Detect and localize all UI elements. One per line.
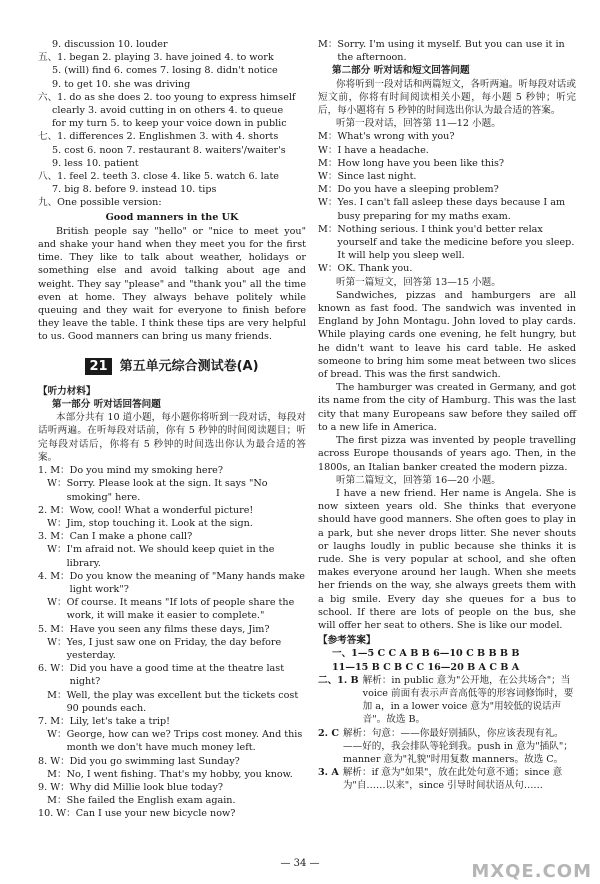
passage1-paragraph: The first pizza was invented by people travelling across Europe thousands of years ago. Then, in the 1800s, an Italian banker created the modern pizza. — [318, 435, 576, 473]
answer-row: 9. less 10. patient — [52, 157, 139, 169]
speaker-label: M： — [38, 795, 67, 807]
dialog-line — [318, 144, 576, 157]
dialog-line — [38, 768, 306, 781]
passage1 — [318, 289, 576, 474]
dialog-text: Do you mind my smoking here? — [69, 465, 223, 477]
explanation-text: 解析：in public 意为"公开地，在公共场合"；当 voice 前面有表示声音高低等的形容词修饰时，要加 a，in a lower voice 意为"用较低的说话声音"。故选 B。 — [362, 674, 574, 726]
left-column — [38, 38, 306, 821]
dialog2-list — [318, 130, 576, 275]
part1-title: 第一部分 听对话回答问题 — [52, 399, 161, 411]
dialog-line — [38, 543, 306, 569]
speaker-label: 8. W： — [38, 755, 70, 767]
top-dialog — [318, 38, 576, 64]
answer-row: 9. to get 10. she was driving — [52, 78, 191, 90]
speaker-label: M： — [318, 223, 338, 235]
answer-row: 八、1. feel 2. teeth 3. close 4. like 5. watch 6. late — [38, 171, 279, 183]
dialog-line — [38, 477, 306, 503]
dialog-text: Why did Millie look blue today? — [69, 781, 224, 793]
speaker-label: 5. M： — [38, 623, 70, 635]
passage2: I have a new friend. Her name is Angela. She is now sixteen years old. She thinks that everyone should have good manners. She often goes to play in a park, but she never drops litter. She never shouts or laughs loudly in public because she thinks it is rude. She is very popular at school, and she often makes everyone around her laugh. When she meets her friends on the way, she always greets them with a big smile. Every day she queues for a bus to school. If there are lots of people on the bus, she will offer her seat to others. She is like our model. — [318, 487, 576, 631]
dialog-line — [38, 689, 306, 715]
dialog-line — [318, 38, 576, 64]
dialog-line — [318, 157, 576, 170]
speaker-label: W： — [38, 636, 67, 648]
answer-row: 7. big 8. before 9. instead 10. tips — [52, 184, 217, 196]
part2-title: 第二部分 听对话和短文回答问题 — [332, 65, 470, 77]
explanation-item — [318, 727, 576, 767]
dialog-line — [318, 262, 576, 275]
speaker-label: M： — [38, 768, 67, 780]
explanation-item — [318, 674, 576, 727]
dialog-text: Sorry. Please look at the sign. It says "No smoking" here. — [66, 478, 268, 503]
dialog-text: Lily, let's take a trip! — [69, 715, 170, 727]
dialog-text: Sorry. I'm using it myself. But you can use it in the afternoon. — [337, 39, 565, 64]
speaker-label: 2. M： — [38, 504, 70, 516]
dialog-text: Jim, stop touching it. Look at the sign. — [66, 517, 253, 529]
dialog-text: Wow, cool! What a wonderful picture! — [69, 504, 254, 516]
page-number: — 34 — — [280, 858, 320, 869]
answer-row: for my turn 5. to keep your voice down in public — [52, 118, 287, 130]
dialog-line — [38, 517, 306, 530]
dialog-line — [38, 530, 306, 543]
dialog-line — [38, 807, 306, 820]
dialogues-list — [38, 464, 306, 820]
part2-instructions: 你将听到一段对话和两篇短文，各听两遍。听每段对话或短文前，你将有时间阅读相关小题，每小题 5 秒钟；听完后，每小题将有 5 秒钟的时间选出你认为最合适的答案。 — [318, 78, 576, 117]
speaker-label: W： — [38, 544, 67, 556]
explanation-label: 二、1. B — [318, 674, 359, 686]
dialog-text: Can I make a phone call? — [69, 531, 193, 543]
answer-row: 六、1. do as she does 2. too young to express himself — [38, 91, 296, 103]
answer-row: 5. (will) find 6. comes 7. losing 8. didn't notice — [52, 65, 278, 77]
unit-title-block — [38, 358, 306, 375]
dialog-line — [318, 130, 576, 143]
speaker-label: 4. M： — [38, 570, 70, 582]
speaker-label: W： — [318, 144, 338, 156]
explanation-label: 2. C — [318, 727, 339, 739]
passage2-intro: 听第二篇短文，回答第 16—20 小题。 — [336, 474, 501, 486]
part1-instructions: 本部分共有 10 道小题，每小题你将听到一段对话，每段对话听两遍。在听每段对话前，你有 5 秒钟的时间阅读题目；听完每段对话后，你将有 5 秒钟的时间选出你认为最合适的答案。 — [38, 412, 306, 463]
answer-label: 【参考答案】 — [318, 635, 376, 647]
dialog-text: Yes, I just saw one on Friday, the day before yesterday. — [66, 636, 282, 661]
speaker-label: W： — [318, 171, 338, 183]
dialog-line — [38, 781, 306, 794]
explanations — [318, 674, 576, 793]
dialog-text: What's wrong with you? — [337, 131, 455, 143]
dialog-line — [38, 623, 306, 636]
dialog-text: Do you have a sleeping problem? — [337, 184, 499, 196]
dialog-line — [38, 715, 306, 728]
dialog-line — [38, 464, 306, 477]
explanation-item — [318, 766, 576, 792]
dialog-line — [38, 636, 306, 662]
dialog-text: Of course. It means "If lots of people share the work, it will make it easier to complete." — [66, 597, 295, 622]
dialog-line — [38, 755, 306, 768]
dialog-text: Yes. I can't fall asleep these days because I am busy preparing for my maths exam. — [337, 197, 566, 222]
answer-lines — [318, 647, 576, 673]
dialog-text: OK. Thank you. — [337, 263, 413, 275]
dialog-line — [38, 504, 306, 517]
answer-row: clearly 3. avoid cutting in on others 4. to queue — [52, 105, 284, 117]
dialog-text: Do you know the meaning of "Many hands make light work"? — [69, 570, 305, 595]
speaker-label: W： — [38, 478, 67, 490]
dialog-line — [38, 728, 306, 754]
answer-row: 9. discussion 10. louder — [52, 39, 168, 50]
watermark: MXQE.COM — [471, 860, 592, 882]
answer-row: 五、1. began 2. playing 3. have joined 4. to work — [38, 52, 274, 64]
dialog-line — [318, 170, 576, 183]
dialog-text: I'm afraid not. We should keep quiet in the library. — [66, 544, 275, 569]
dialog-intro: 听第一段对话，回答第 11—12 小题。 — [336, 118, 501, 130]
answer-row: 七、1. differences 2. Englishmen 3. with 4. shorts — [38, 131, 279, 143]
explanation-text: 解析：句意：——你最好别插队，你应该表现有礼。——好的，我会排队等轮到我。push in 意为"插队"；manner 意为"礼貌"时用复数 manners。故选 C。 — [343, 727, 573, 765]
speaker-label: 7. M： — [38, 715, 70, 727]
unit-title: 第五单元综合测试卷(A) — [119, 358, 259, 374]
speaker-label: W： — [318, 197, 338, 209]
dialog-line — [318, 196, 576, 222]
answer-key-line: 一、1—5 C C A B B 6—10 C B B B B — [332, 648, 520, 660]
dialog-text: I have a headache. — [337, 144, 429, 156]
speaker-label: W： — [38, 729, 67, 741]
explanation-text: 解析：if 意为"如果"，放在此处句意不通；since 意为"自……以来"，since 引导时间状语从句…… — [342, 767, 563, 792]
dialog-line — [38, 570, 306, 596]
unit-number: 21 — [85, 358, 111, 375]
dialog-text: No, I went fishing. That's my hobby, you know. — [66, 768, 293, 780]
speaker-label: W： — [318, 263, 338, 275]
dialog-text: Have you seen any films these days, Jim? — [69, 623, 270, 635]
speaker-label: M： — [318, 39, 338, 50]
speaker-label: M： — [38, 689, 67, 701]
dialog-text: Did you have a good time at the theatre last night? — [69, 663, 285, 688]
speaker-label: M： — [318, 157, 338, 169]
speaker-label: M： — [318, 131, 338, 143]
dialog-text: She failed the English exam again. — [66, 795, 236, 807]
essay-title: Good manners in the UK — [105, 211, 239, 223]
dialog-text: Can I use your new bicycle now? — [75, 808, 236, 820]
listening-label: 【听力材料】 — [38, 385, 96, 397]
essay-body: British people say "hello" or "nice to meet you" and shake your hand when they meet you for the first time. They like to talk about weather, holidays or something else and avoid talking about age and weight. They say "please" and "thank you" all the time even at home. They always behave politely while queuing and they wait for everyone to finish before they leave the table. I think these tips are very helpful to us. Good manners can bring us many friends. — [38, 225, 306, 343]
right-column — [318, 38, 576, 793]
speaker-label: 6. W： — [38, 663, 70, 675]
speaker-label: 10. W： — [38, 808, 76, 820]
dialog-text: How long have you been like this? — [337, 157, 505, 169]
answer-row: 九、One possible version: — [38, 197, 162, 209]
passage1-paragraph: Sandwiches, pizzas and hamburgers are all known as fast food. The sandwich was invented in England by John Montagu. John loved to play cards. While playing cards one evening, he felt hungry, but he didn't want to leave his card table. He asked someone to bring him some meat between two slices of bread. This was the first sandwich. — [318, 289, 576, 381]
dialog-line — [38, 596, 306, 622]
dialog-line — [38, 794, 306, 807]
dialog-text: Nothing serious. I think you'd better relax yourself and take the medicine before you sleep. It will help you sleep well. — [337, 223, 575, 262]
answer-row: 5. cost 6. noon 7. restaurant 8. waiters'/waiter's — [52, 144, 286, 156]
answer-key-line: 11—15 B C B C C 16—20 B A C B A — [332, 661, 520, 673]
dialog-text: Well, the play was excellent but the tickets cost 90 pounds each. — [66, 689, 299, 714]
dialog-line — [318, 183, 576, 196]
dialog-line — [318, 223, 576, 263]
speaker-label: W： — [38, 597, 67, 609]
answers-top-block — [38, 38, 306, 210]
speaker-label: 1. M： — [38, 465, 70, 477]
dialog-text: George, how can we? Trips cost money. And this month we don't have much money left. — [66, 729, 303, 754]
dialog-line — [38, 662, 306, 688]
explanation-label: 3. A — [318, 767, 339, 779]
speaker-label: M： — [318, 184, 338, 196]
speaker-label: 3. M： — [38, 531, 70, 543]
speaker-label: W： — [38, 517, 67, 529]
dialog-text: Since last night. — [337, 171, 417, 183]
passage1-intro: 听第一篇短文，回答第 13—15 小题。 — [336, 276, 501, 288]
dialog-text: Did you go swimming last Sunday? — [69, 755, 240, 767]
passage1-paragraph: The hamburger was created in Germany, and got its name from the city of Hamburg. This was the last city that many Europeans saw before they sailed off to a new life in America. — [318, 382, 576, 433]
speaker-label: 9. W： — [38, 781, 70, 793]
